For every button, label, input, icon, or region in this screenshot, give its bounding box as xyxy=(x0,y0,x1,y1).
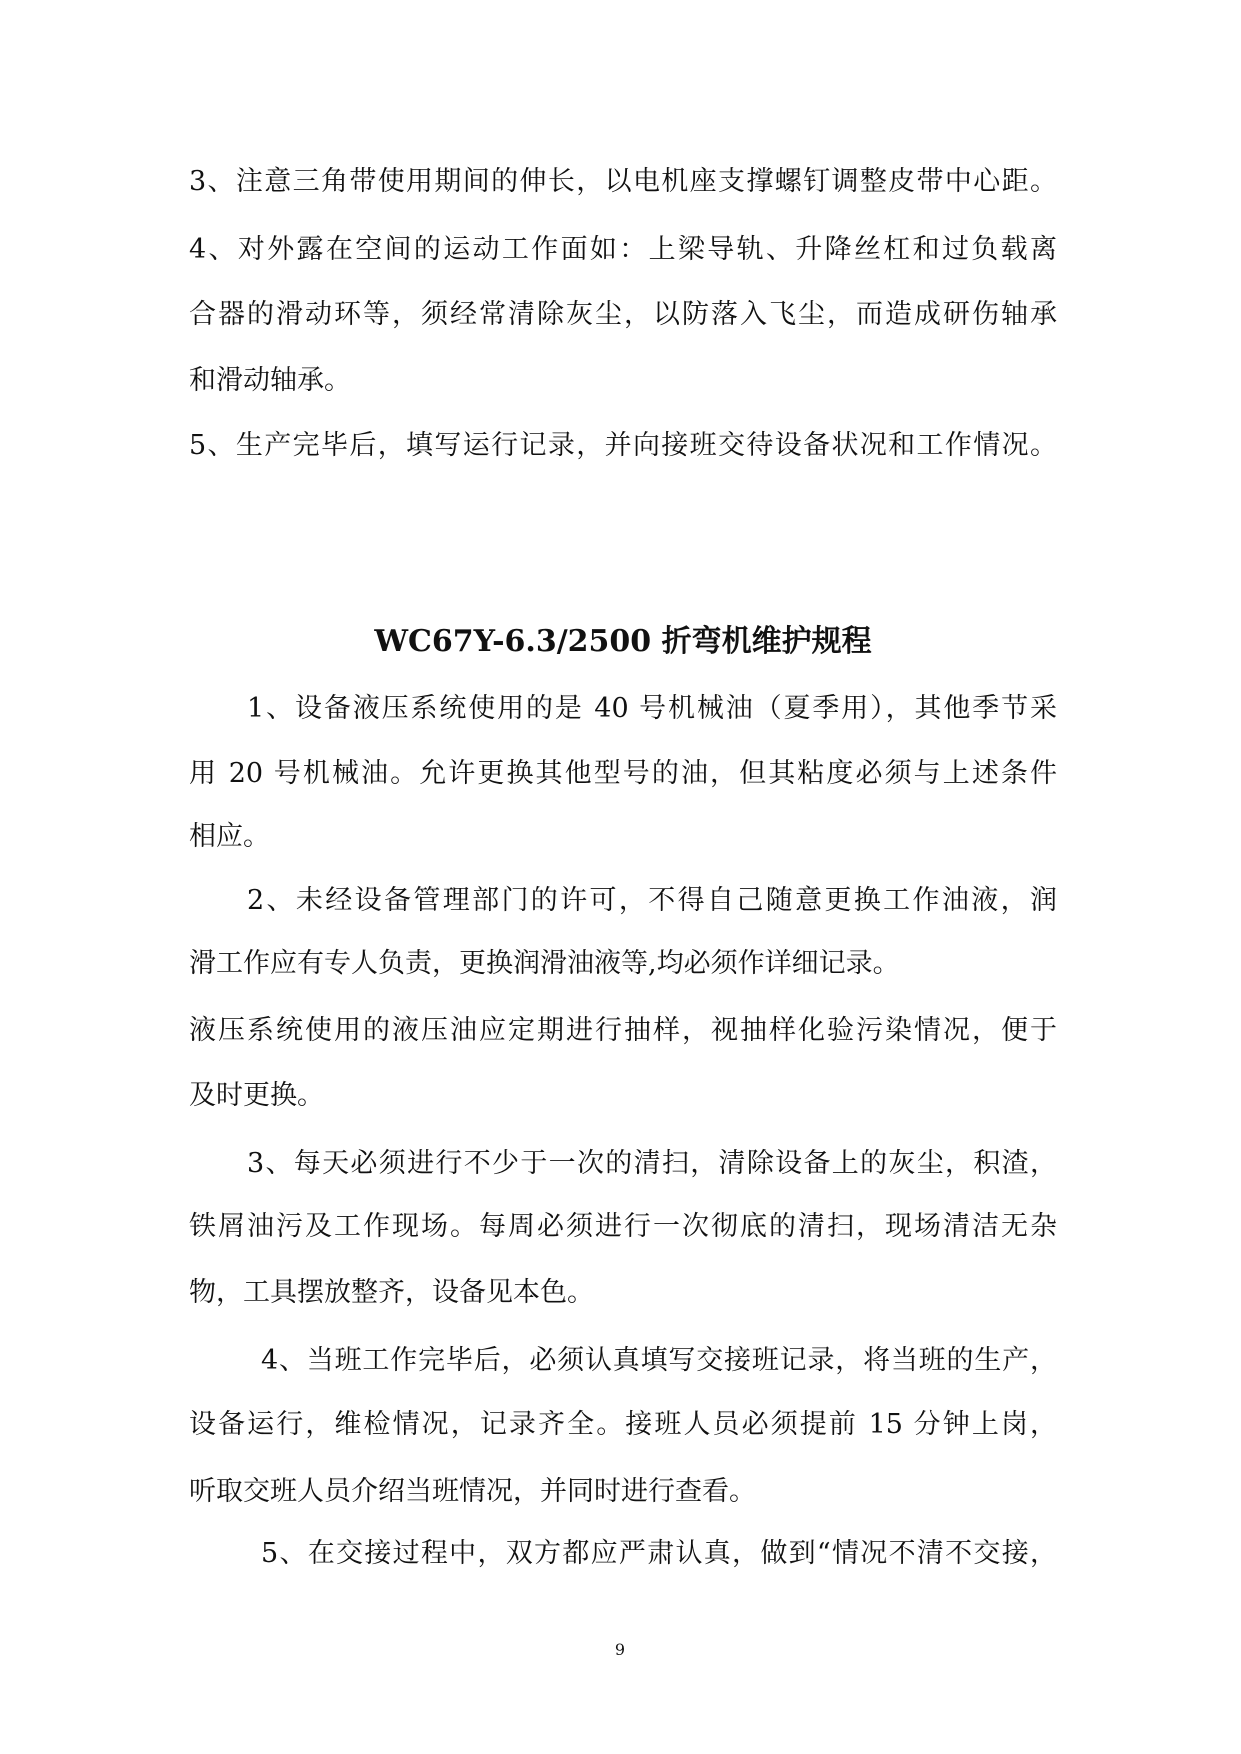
text-line: 设备运行，维检情况，记录齐全。接班人员必须提前 15 分钟上岗， xyxy=(189,1409,1057,1440)
text-line: 4、对外露在空间的运动工作面如：上梁导轨、升降丝杠和过负载离 xyxy=(189,234,1057,265)
text-line: 4、当班工作完毕后，必须认真填写交接班记录，将当班的生产， xyxy=(261,1345,1057,1376)
text-line: 听取交班人员介绍当班情况，并同时进行查看。 xyxy=(189,1476,756,1507)
text-line: 和滑动轴承。 xyxy=(189,365,351,396)
text-line: 滑工作应有专人负责，更换润滑油液等,均必须作详细记录。 xyxy=(189,948,900,979)
text-line: 5、在交接过程中，双方都应严肃认真，做到“情况不清不交接， xyxy=(261,1538,1057,1569)
text-line: 铁屑油污及工作现场。每周必须进行一次彻底的清扫，现场清洁无杂 xyxy=(189,1211,1057,1242)
text-line: 用 20 号机械油。允许更换其他型号的油，但其粘度必须与上述条件 xyxy=(189,758,1057,789)
section-title: WC67Y-6.3/2500 折弯机维护规程 xyxy=(374,624,872,659)
text-line: 相应。 xyxy=(189,821,270,852)
text-line: 5、生产完毕后，填写运行记录，并向接班交待设备状况和工作情况。 xyxy=(189,430,1057,461)
text-line: 合器的滑动环等，须经常清除灰尘，以防落入飞尘，而造成研伤轴承 xyxy=(189,299,1057,330)
text-line: 3、每天必须进行不少于一次的清扫，清除设备上的灰尘，积渣， xyxy=(247,1148,1057,1179)
text-line: 3、注意三角带使用期间的伸长，以电机座支撑螺钉调整皮带中心距。 xyxy=(189,166,1057,197)
text-line: 及时更换。 xyxy=(189,1080,324,1111)
text-line: 1、设备液压系统使用的是 40 号机械油（夏季用），其他季节采 xyxy=(247,693,1057,724)
text-line: 物，工具摆放整齐，设备见本色。 xyxy=(189,1277,594,1308)
text-line: 2、未经设备管理部门的许可，不得自己随意更换工作油液，润 xyxy=(247,885,1057,916)
text-line: 液压系统使用的液压油应定期进行抽样，视抽样化验污染情况，便于 xyxy=(189,1015,1057,1046)
page-number: 9 xyxy=(614,1640,626,1659)
